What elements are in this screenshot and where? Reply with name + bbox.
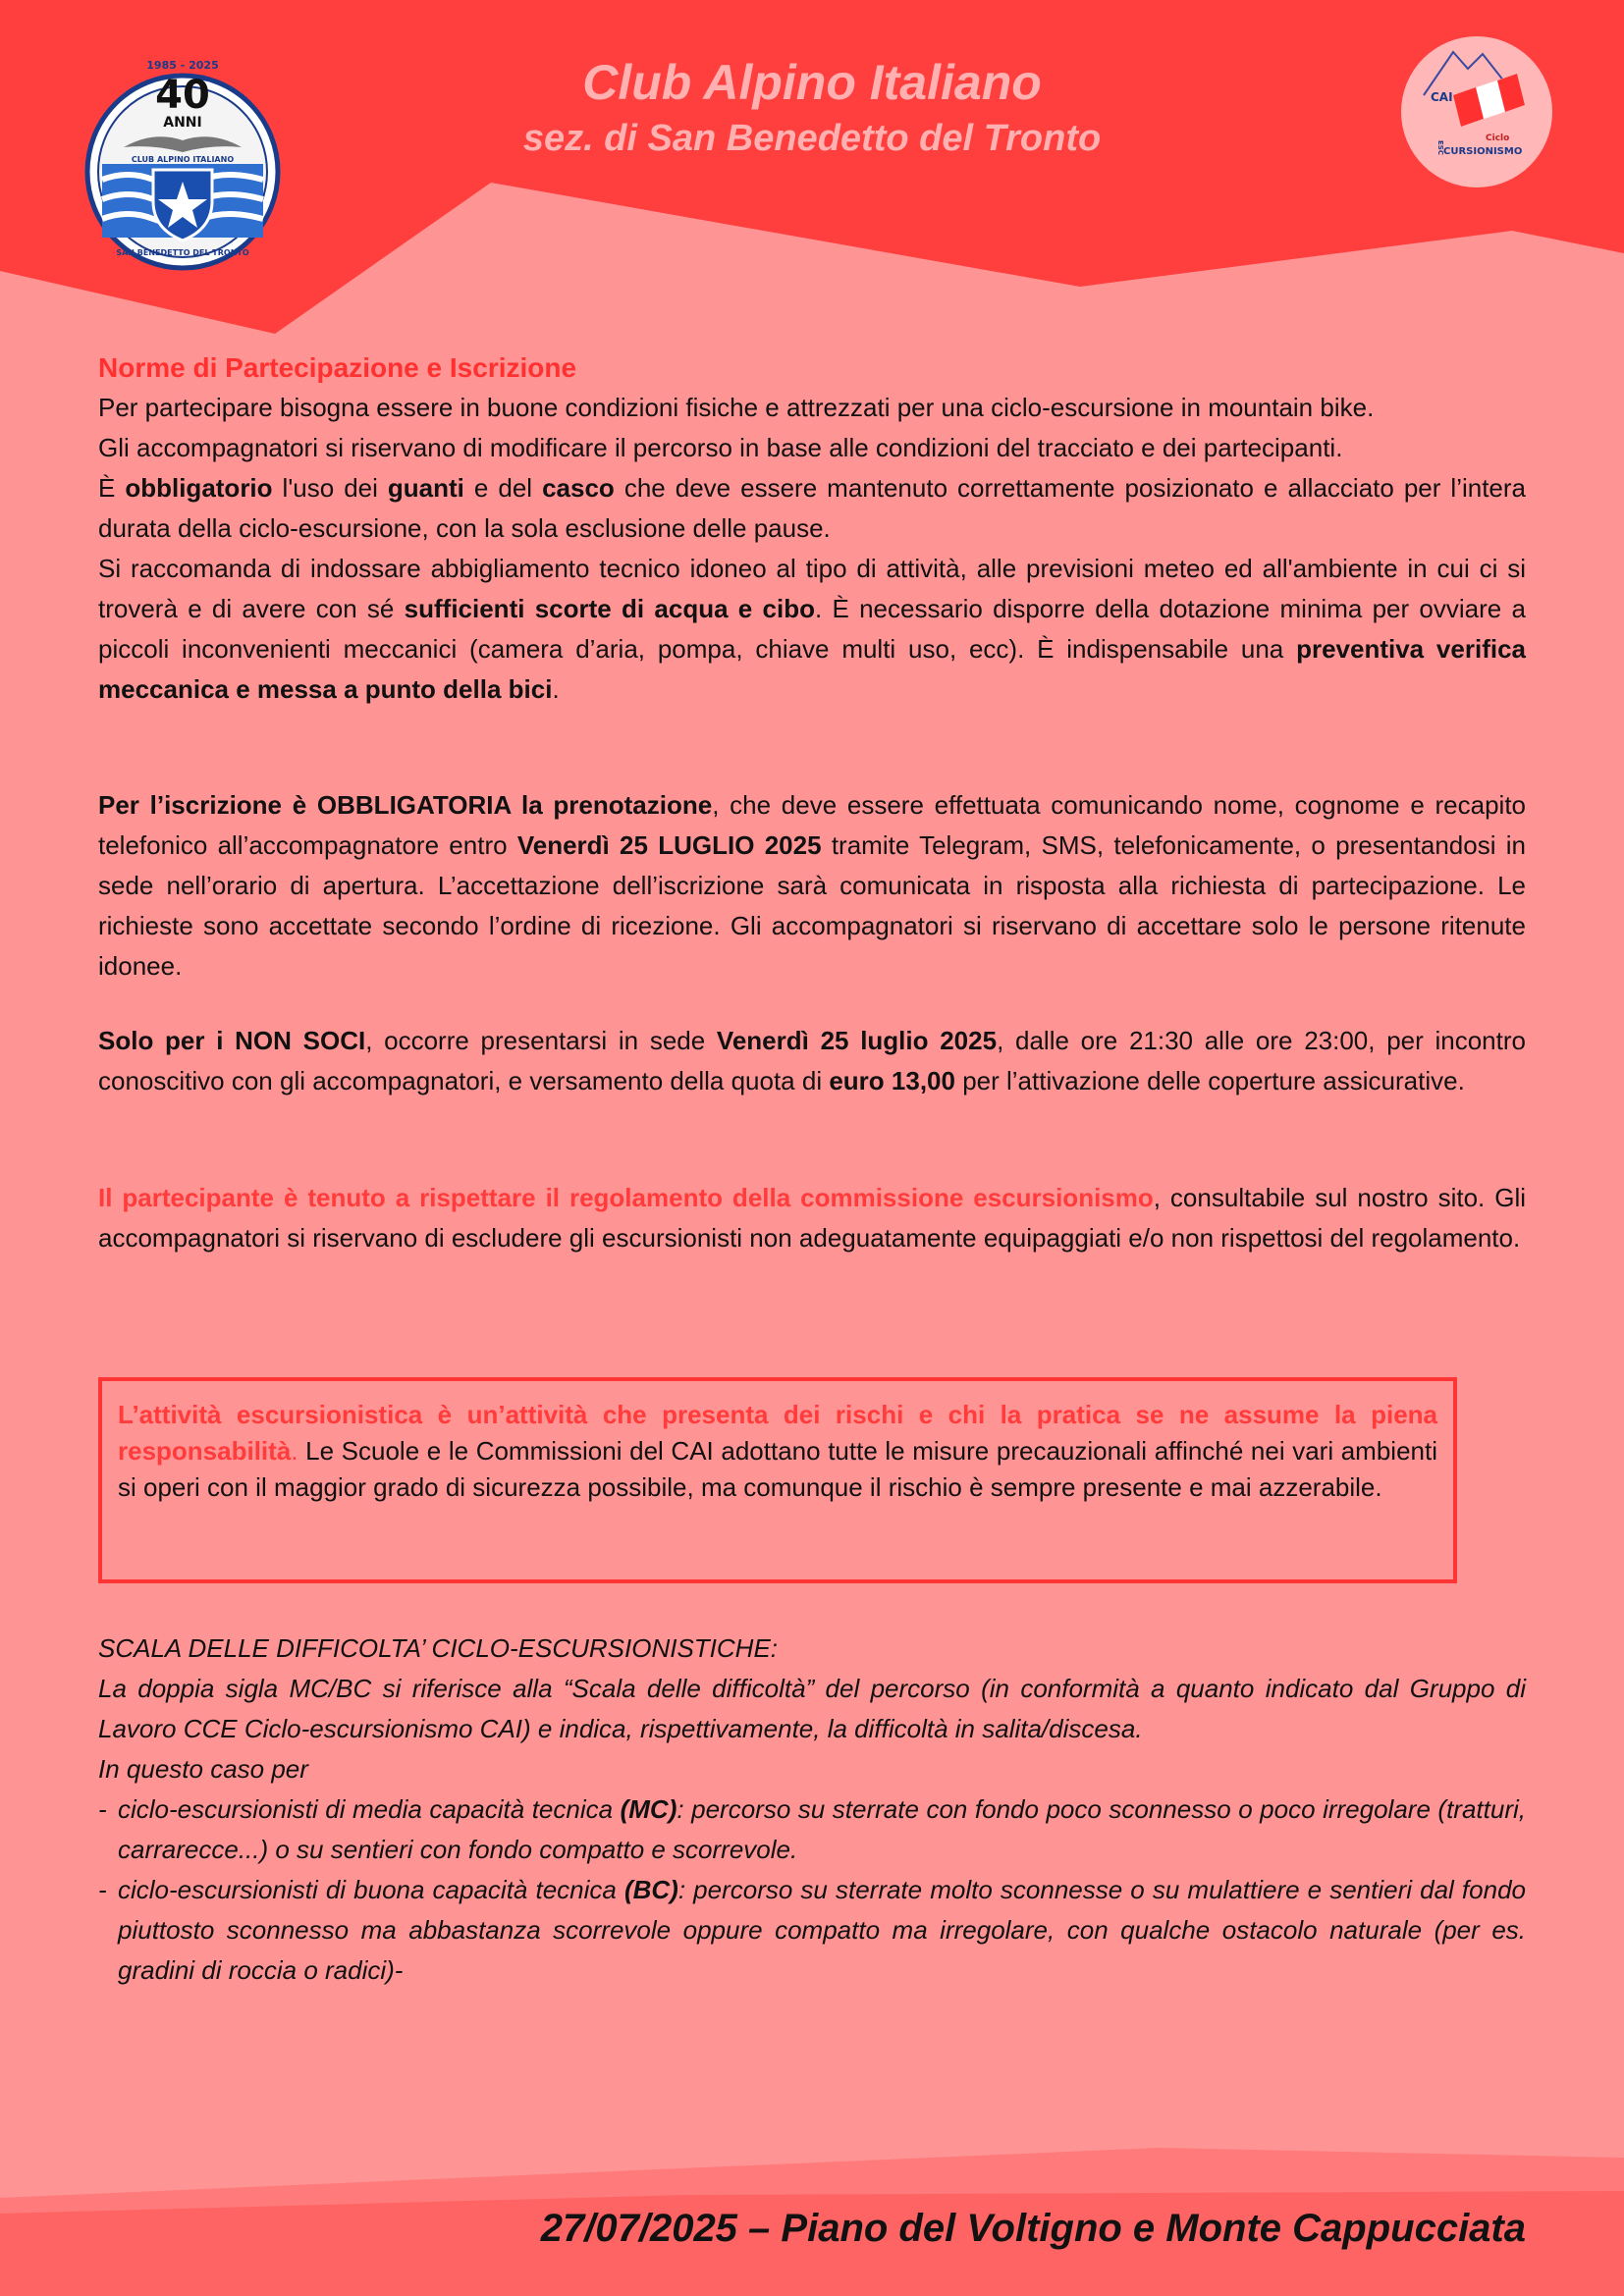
norme-line-1: Per partecipare bisogna essere in buone condizioni fisiche e attrezzati per una ciclo-escursione in mountain bike.: [98, 393, 1375, 422]
logo-cursionismo-text: CURSIONISMO: [1443, 146, 1523, 157]
list-dash: -: [98, 1794, 107, 1824]
bold-run: Venerdì 25 luglio 2025: [716, 1026, 998, 1055]
text-run: È: [98, 473, 126, 503]
scala-section: [98, 1629, 1526, 1991]
bold-run: (BC): [623, 1875, 678, 1904]
text-run: ciclo-escursionisti di buona capacità tecnica: [118, 1875, 624, 1904]
risk-warning-paragraph: [118, 1397, 1437, 1506]
logo-ciclo-text: Ciclo: [1486, 133, 1510, 143]
scala-list: [98, 1789, 1526, 1991]
bold-run: Per l’iscrizione è OBBLIGATORIA la prenotazione: [98, 790, 713, 820]
non-soci-paragraph: [98, 1021, 1526, 1101]
logo-cai-text: CAI: [1431, 90, 1453, 104]
bold-run: Venerdì 25 LUGLIO 2025: [516, 830, 822, 860]
bold-run: euro 13,00: [829, 1066, 955, 1095]
seal-word: ANNI: [163, 115, 202, 131]
bold-run: casco: [542, 473, 615, 503]
risk-warning-box: [98, 1377, 1457, 1583]
norme-heading: Norme di Partecipazione e Iscrizione: [98, 352, 577, 383]
bold-run: Solo per i NON SOCI: [98, 1026, 366, 1055]
text-run: tramite Telegram, SMS, telefonicamente, o presentandosi in sede nell’orario di apertura. L’accettazione dell’iscrizione sarà comunicata in risposta alla richiesta di partecipazione. Le richieste sono accettate secondo l’ordine di ricezione. Gli accompagnatori si riservano di accettare solo le persone ritenute idonee.: [98, 830, 1526, 981]
norme-line-2: Gli accompagnatori si riservano di modificare il percorso in base alle condizioni del tracciato e dei partecipanti.: [98, 433, 1343, 462]
norme-abbigliamento-paragraph: [98, 549, 1526, 710]
text-run: Si raccomanda di indossare abbigliamento tecnico idoneo al tipo di attività, alle previsioni meteo ed all'ambiente in cui ci si troverà e di avere con sé: [98, 554, 1526, 623]
seal-number: 40: [155, 73, 210, 118]
red-run: .: [291, 1436, 298, 1466]
text-run: Le Scuole e le Commissioni del CAI adottano tutte le misure precauzionali affinché nei vari ambienti si operi con il maggior grado di sicurezza possibile, ma comunque il rischio è sempre presente e mai azzerabile.: [118, 1436, 1437, 1502]
text-run: . È necessario disporre della dotazione minima per ovviare a piccoli inconvenienti meccanici (camera d’aria, pompa, chiave multi uso, ecc). È indispensabile una: [98, 594, 1526, 664]
red-bold-run: Il partecipante è tenuto a rispettare il regolamento della commissione escursionismo: [98, 1183, 1154, 1212]
logo-esc-text: ESC: [1436, 140, 1444, 155]
list-item-bc: [98, 1870, 1526, 1991]
text-run: .: [552, 674, 560, 704]
text-run: : percorso su sterrate con fondo poco sconnesso o poco irregolare (tratturi, carrarecce...) o su sentieri con fondo compatto e scorrevole.: [118, 1794, 1526, 1864]
iscrizione-section: [98, 785, 1526, 987]
norme-section: [98, 347, 1526, 710]
event-title: 27/07/2025 – Piano del Voltigno e Monte Cappucciata: [540, 2207, 1526, 2250]
list-item-mc: [98, 1789, 1526, 1870]
text-run: ciclo-escursionisti di media capacità tecnica: [118, 1794, 621, 1824]
text-run: , che deve essere effettuata comunicando nome, cognome e recapito telefonico all’accompagnatore entro: [98, 790, 1527, 860]
list-dash: -: [98, 1875, 107, 1904]
text-run: l'uso dei: [272, 473, 388, 503]
text-run: , dalle ore 21:30 alle ore 23:00, per incontro conoscitivo con gli accompagnatori, e versamento della quota di: [98, 1026, 1526, 1095]
iscrizione-paragraph: [98, 785, 1526, 987]
org-name: Club Alpino Italiano: [582, 55, 1042, 110]
bold-run: obbligatorio: [125, 473, 273, 503]
bold-run: guanti: [387, 473, 464, 503]
text-run: per l’attivazione delle coperture assicurative.: [954, 1066, 1465, 1095]
scala-intro: La doppia sigla MC/BC si riferisce alla “Scala delle difficoltà” del percorso (in conformità a quanto indicato dal Gruppo di Lavoro CCE Ciclo-escursionismo CAI) e indica, rispettivamente, la difficoltà in salita/discesa.: [98, 1674, 1526, 1743]
seal-band-text: CLUB ALPINO ITALIANO: [131, 155, 235, 164]
regolamento-section: [98, 1178, 1526, 1258]
regolamento-paragraph: [98, 1178, 1526, 1258]
norme-obbligo-paragraph: [98, 468, 1526, 549]
text-run: : percorso su sterrate molto sconnesse o su mulattiere e sentieri dal fondo piuttosto sconnesso ma abbastanza scorrevole oppure compatto ma irregolare, con qualche ostacolo naturale (per es. gradini di roccia o radici)-: [118, 1875, 1526, 1985]
scala-case: In questo caso per: [98, 1754, 308, 1784]
bold-run: sufficienti scorte di acqua e cibo: [404, 594, 815, 623]
text-run: che deve essere mantenuto correttamente posizionato e allacciato per l’intera durata della ciclo-escursione, con la sola esclusione delle pause.: [98, 473, 1527, 543]
org-section: sez. di San Benedetto del Tronto: [522, 118, 1102, 159]
text-run: e del: [463, 473, 543, 503]
bold-run: preventiva verifica meccanica e messa a punto della bici: [98, 634, 1526, 704]
seal-bottom-text: SAN BENEDETTO DEL TRONTO: [116, 248, 249, 257]
non-soci-section: [98, 1021, 1526, 1101]
text-run: , consultabile sul nostro sito. Gli accompagnatori si riservano di escludere gli escursionisti non adeguatamente equipaggiati e/o non rispettosi del regolamento.: [98, 1183, 1526, 1253]
scala-title: SCALA DELLE DIFFICOLTA’ CICLO-ESCURSIONISTICHE:: [98, 1633, 779, 1663]
bold-run: (MC): [620, 1794, 677, 1824]
red-bold-run: L’attività escursionistica è un’attività che presenta dei rischi e chi la pratica se ne assume la piena responsabilità: [118, 1400, 1437, 1466]
seal-years: 1985 - 2025: [146, 59, 219, 72]
text-run: , occorre presentarsi in sede: [365, 1026, 717, 1055]
